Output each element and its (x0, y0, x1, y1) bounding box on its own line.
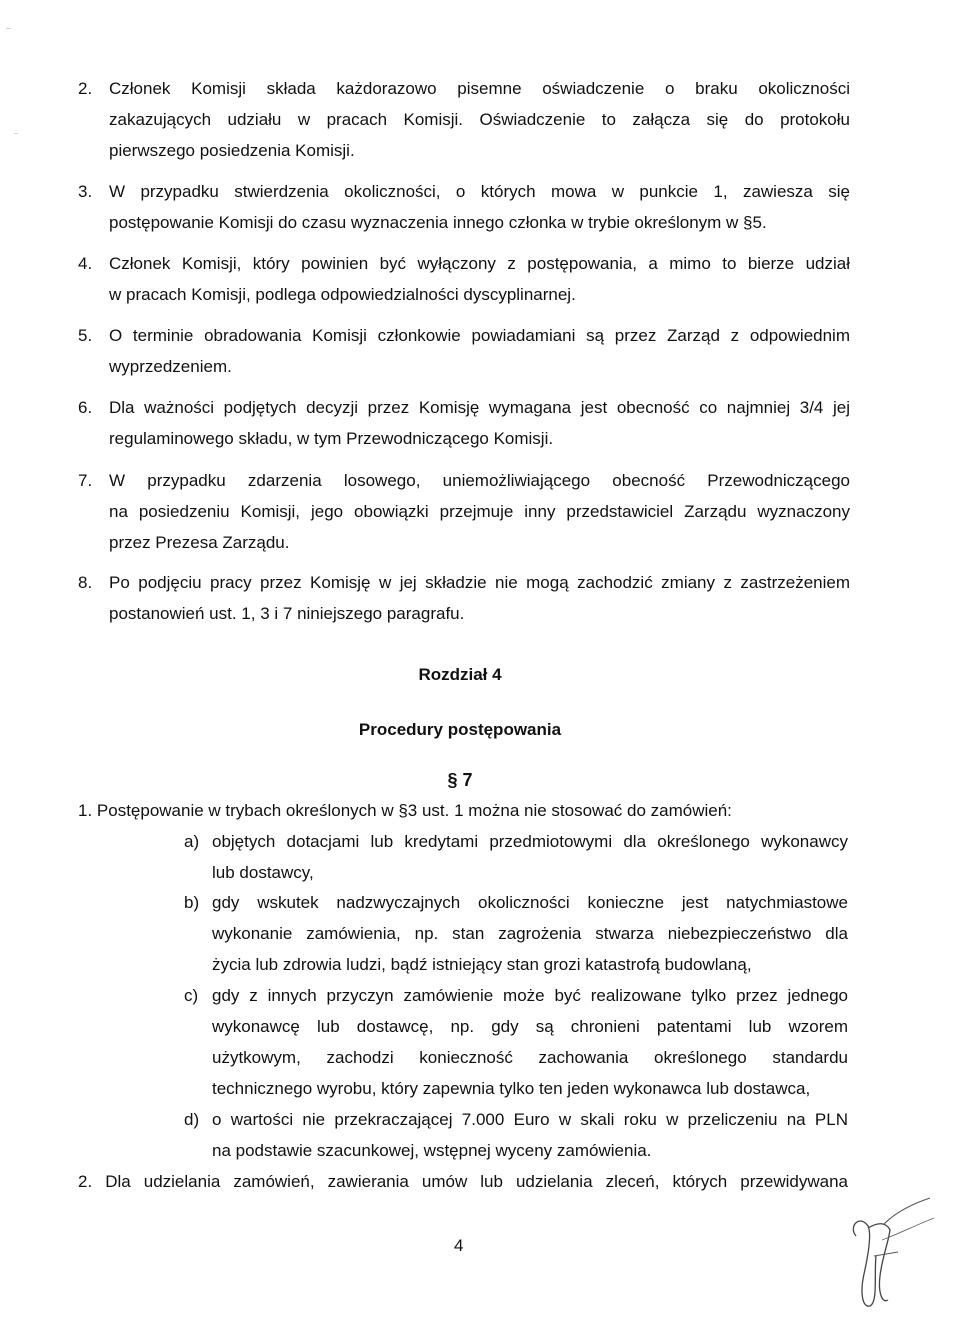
section-paragraph: 2. Dla udzielania zamówień, zawierania umów lub udzielania zleceń, których przewidywana (78, 1172, 848, 1191)
item-text-line: regulaminowego składu, w tym Przewodniczącego Komisji. (109, 429, 554, 448)
subitem-text-line: życia lub zdrowia ludzi, bądź istniejący stan grozi katastrofą budowlaną, (212, 955, 752, 974)
subitem-text-line: wykonawcę lub dostawcę, np. gdy są chronieni patentami lub wzorem (212, 1017, 848, 1036)
item-text-line: zakazujących udziału w pracach Komisji. Oświadczenie to załącza się do protokołu (109, 110, 850, 129)
section-paragraph: 1. Postępowanie w trybach określonych w §3 ust. 1 można nie stosować do zamówień: (78, 801, 732, 820)
scan-speck (6, 28, 11, 29)
item-text-line: postanowień ust. 1, 3 i 7 niniejszego paragrafu. (109, 604, 465, 623)
item-text-line: Członek Komisji, który powinien być wyłączony z postępowania, a mimo to bierze udział (109, 254, 850, 273)
item-number: 3. (78, 182, 93, 201)
item-text-line: postępowanie Komisji do czasu wyznaczenia innego członka w trybie określonym w §5. (109, 213, 767, 232)
item-number: 6. (78, 398, 93, 417)
item-text-line: O terminie obradowania Komisji członkowie powiadamiani są przez Zarząd z odpowiednim (109, 326, 850, 345)
item-number: 5. (78, 326, 93, 345)
item-text-line: na posiedzeniu Komisji, jego obowiązki przejmuje inny przedstawiciel Zarządu wyznaczony (109, 502, 850, 521)
item-text-line: Po podjęciu pracy przez Komisję w jej składzie nie mogą zachodzić zmiany z zastrzeżeniem (109, 573, 850, 592)
subitem-label: b) (184, 893, 200, 912)
item-number: 7. (78, 471, 93, 490)
subitem-text-line: objętych dotacjami lub kredytami przedmiotowymi dla określonego wykonawcy (212, 832, 848, 851)
item-text-line: pierwszego posiedzenia Komisji. (109, 141, 355, 160)
scan-speck (14, 133, 18, 134)
chapter-title: Procedury postępowania (358, 720, 562, 739)
item-text-line: Dla ważności podjętych decyzji przez Komisję wymagana jest obecność co najmniej 3/4 jej (109, 398, 850, 417)
item-text-line: wyprzedzeniem. (109, 357, 232, 376)
subitem-label: d) (184, 1110, 200, 1129)
section-mark: § 7 (447, 770, 473, 790)
item-text-line: W przypadku zdarzenia losowego, uniemożliwiającego obecność Przewodniczącego (109, 471, 850, 490)
subitem-text-line: o wartości nie przekraczającej 7.000 Euro w skali roku w przeliczeniu na PLN (212, 1110, 848, 1129)
subitem-text-line: technicznego wyrobu, który zapewnia tylko ten jeden wykonawca lub dostawca, (212, 1079, 811, 1098)
subitem-text-line: wykonanie zamówienia, np. stan zagrożenia stwarza niebezpieczeństwo dla (212, 924, 848, 943)
subitem-label: a) (184, 832, 200, 851)
item-number: 2. (78, 79, 93, 98)
subitem-text-line: gdy wskutek nadzwyczajnych okoliczności konieczne jest natychmiastowe (212, 893, 848, 912)
signature-initials (838, 1196, 948, 1314)
item-text-line: przez Prezesa Zarządu. (109, 533, 290, 552)
item-text-line: Członek Komisji składa każdorazowo pisemne oświadczenie o braku okoliczności (109, 79, 850, 98)
item-text-line: w pracach Komisji, podlega odpowiedzialności dyscyplinarnej. (109, 285, 576, 304)
item-number: 4. (78, 254, 93, 273)
item-text-line: W przypadku stwierdzenia okoliczności, o których mowa w punkcie 1, zawiesza się (109, 182, 850, 201)
item-number: 8. (78, 573, 93, 592)
chapter-heading: Rozdział 4 (418, 665, 502, 684)
page-number: 4 (454, 1236, 464, 1255)
subitem-text-line: lub dostawcy, (212, 863, 314, 882)
subitem-text-line: na podstawie szacunkowej, wstępnej wyceny zamówienia. (212, 1141, 652, 1160)
subitem-label: c) (184, 986, 199, 1005)
subitem-text-line: użytkowym, zachodzi konieczność zachowania określonego standardu (212, 1048, 848, 1067)
subitem-text-line: gdy z innych przyczyn zamówienie może być realizowane tylko przez jednego (212, 986, 848, 1005)
